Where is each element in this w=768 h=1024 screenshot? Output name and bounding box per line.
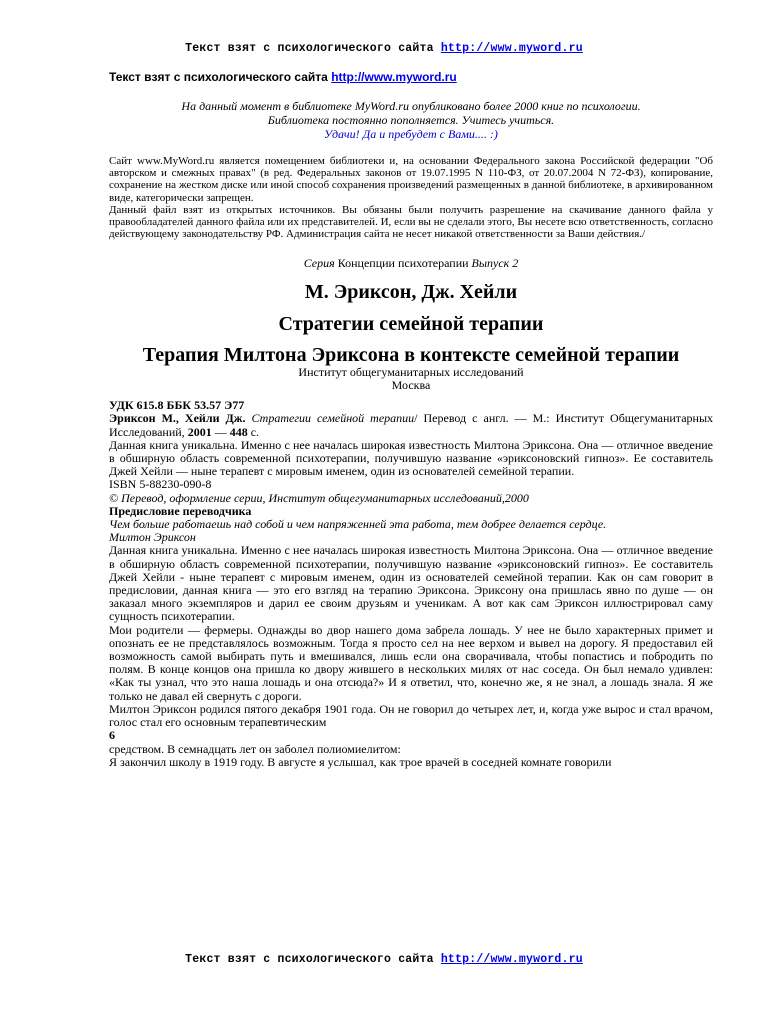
preface-paragraph-5: Я закончил школу в 1919 году. В августе я услышал, как трое врачей в соседней комнате говорили xyxy=(109,754,612,769)
citation-title: Стратегии семейной терапии xyxy=(251,411,415,426)
source-link[interactable]: http://www.myword.ru xyxy=(331,70,457,84)
source-prefix: Текст взят с психологического сайта xyxy=(109,70,328,84)
series-issue: Выпуск 2 xyxy=(471,256,519,271)
isbn: ISBN 5-88230-090-8 xyxy=(109,477,212,492)
legal-notice xyxy=(109,155,713,240)
citation-dash: — xyxy=(211,424,230,439)
book-subtitle: Терапия Милтона Эриксона в контексте семейной терапии xyxy=(142,344,680,367)
header-prefix: Текст взят с психологического сайта xyxy=(185,42,434,55)
header-link[interactable]: http://www.myword.ru xyxy=(440,42,583,55)
citation xyxy=(109,412,713,438)
preface-paragraph-1: Данная книга уникальна. Именно с нее началась широкая известность Милтона Эриксона. Она — отличное введение в обширную область современной психотерапии, получившую название «эриксоновский гипноз». Ее составитель Джей Хейли - ныне терапевт с мировым именем, один из основателей семейной терапии. Как он сам говорит в предисловии, данная книга — это его взгляд на терапию Эриксона. Эриксону она пришлась явно по душе — он заказал много экземпляров и дарил ее своим друзьям и ученикам. А вот как сам Эриксон иллюстрировал саму сущность психотерапии. xyxy=(109,543,713,624)
preface-heading: Предисловие переводчика xyxy=(109,503,252,518)
source-line xyxy=(109,70,713,88)
udk-code: УДК 615.8 ББК 53.57 Э77 xyxy=(109,398,245,413)
citation-rest: / Перевод с англ. — М.: Институт Общегуманитарных Исследований, xyxy=(109,411,714,439)
preface-epigraph-author: Милтон Эриксон xyxy=(109,530,196,545)
citation-pages: 448 xyxy=(229,424,248,439)
book-authors: М. Эриксон, Дж. Хейли xyxy=(304,281,518,304)
document-content xyxy=(109,70,713,769)
annotation: Данная книга уникальна. Именно с нее началась широкая известность Милтона Эриксона. Она — отличное введение в обширную область современной психотерапии, получившую название «эриксоновский гипноз». Ее составитель Джей Хейли — ныне терапевт с мировым именем, один из основателей семейной терапии. xyxy=(109,437,713,479)
publisher: Институт общегуманитарных исследований xyxy=(298,365,524,380)
footer-prefix: Текст взят с психологического сайта xyxy=(185,953,434,966)
footer-link[interactable]: http://www.myword.ru xyxy=(440,953,583,966)
citation-year: 2001 xyxy=(187,424,212,439)
preface-paragraph-2: Мои родители — фермеры. Однажды во двор нашего дома забрела лошадь. У нее не было характерных примет и опознать ее не представлялось возможным. Тогда я просто сел на нее верхом и вывел на дорогу. Я предоставил ей возможность самой выбирать путь и вмешивался, лишь если она сворачивала, чтобы попастись и побродить по полям. В конце концов она пришла ко двору жившего в нескольких милях от нас соседа. Он был немало удивлен: «Как ты узнал, что это наша лошадь и она отсюда?» И я ответил, что, конечно же, я не знал, а лошадь знала. Я же только не давал ей свернуть с дороги. xyxy=(109,622,713,703)
citation-end: с. xyxy=(247,424,260,439)
preface-epigraph: Чем больше работаешь над собой и чем напряженней эта работа, тем добрее делается сердце. xyxy=(109,517,607,532)
legal-paragraph-1: Сайт www.MyWord.ru является помещением библиотеки и, на основании Федерального закона Российской федерации "Об авторском и смежных правах" (в ред. Федеральных законов от 19.07.1995 N 110-ФЗ, от 20.07.2004 N 72-ФЗ), копирование, сохранение на жестком диске или иной способ сохранения произведений размещенных в данной библиотеке, в архивированном виде, категорически запрещен. xyxy=(109,155,713,204)
series-name: Концепции психотерапии xyxy=(337,256,469,271)
series-label: Серия xyxy=(303,256,335,271)
notice-line-1: На данный момент в библиотеке MyWord.ru опубликовано более 2000 книг по психологии. xyxy=(181,99,641,113)
page-header xyxy=(0,42,768,55)
legal-paragraph-2: Данный файл взят из открытых источников. Вы обязаны были получить разрешение на скачивание данного файла у правообладателей данного файла или их представителей. И, если вы не сделали этого, Вы несете всю ответственность, согласно действующему законодательству РФ. Администрация сайта не несет никакой ответственности за Ваши действия./ xyxy=(109,203,713,241)
preface-paragraph-4: средством. В семнадцать лет он заболел полиомиелитом: xyxy=(109,741,401,756)
citation-authors: Эриксон М., Хейли Дж. xyxy=(109,411,246,426)
notice-line-2: Библиотека постоянно пополняется. Учитесь учиться. xyxy=(267,113,555,127)
page-number: 6 xyxy=(109,728,115,743)
publisher-city: Москва xyxy=(391,378,431,393)
page-footer xyxy=(0,953,768,966)
library-notice xyxy=(109,99,713,141)
book-title: Стратегии семейной терапии xyxy=(278,313,544,336)
notice-line-3: Удачи! Да и пребудет с Вами.... :) xyxy=(324,127,498,141)
series-line xyxy=(109,256,713,270)
copyright: © Перевод, оформление серии, Институт общегуманитарных исследований,2000 xyxy=(109,490,529,505)
preface-paragraph-3: Милтон Эриксон родился пятого декабря 1901 года. Он не говорил до четырех лет, и, когда уже вырос и стал врачом, голос стал его основным терапевтическим xyxy=(109,701,713,730)
